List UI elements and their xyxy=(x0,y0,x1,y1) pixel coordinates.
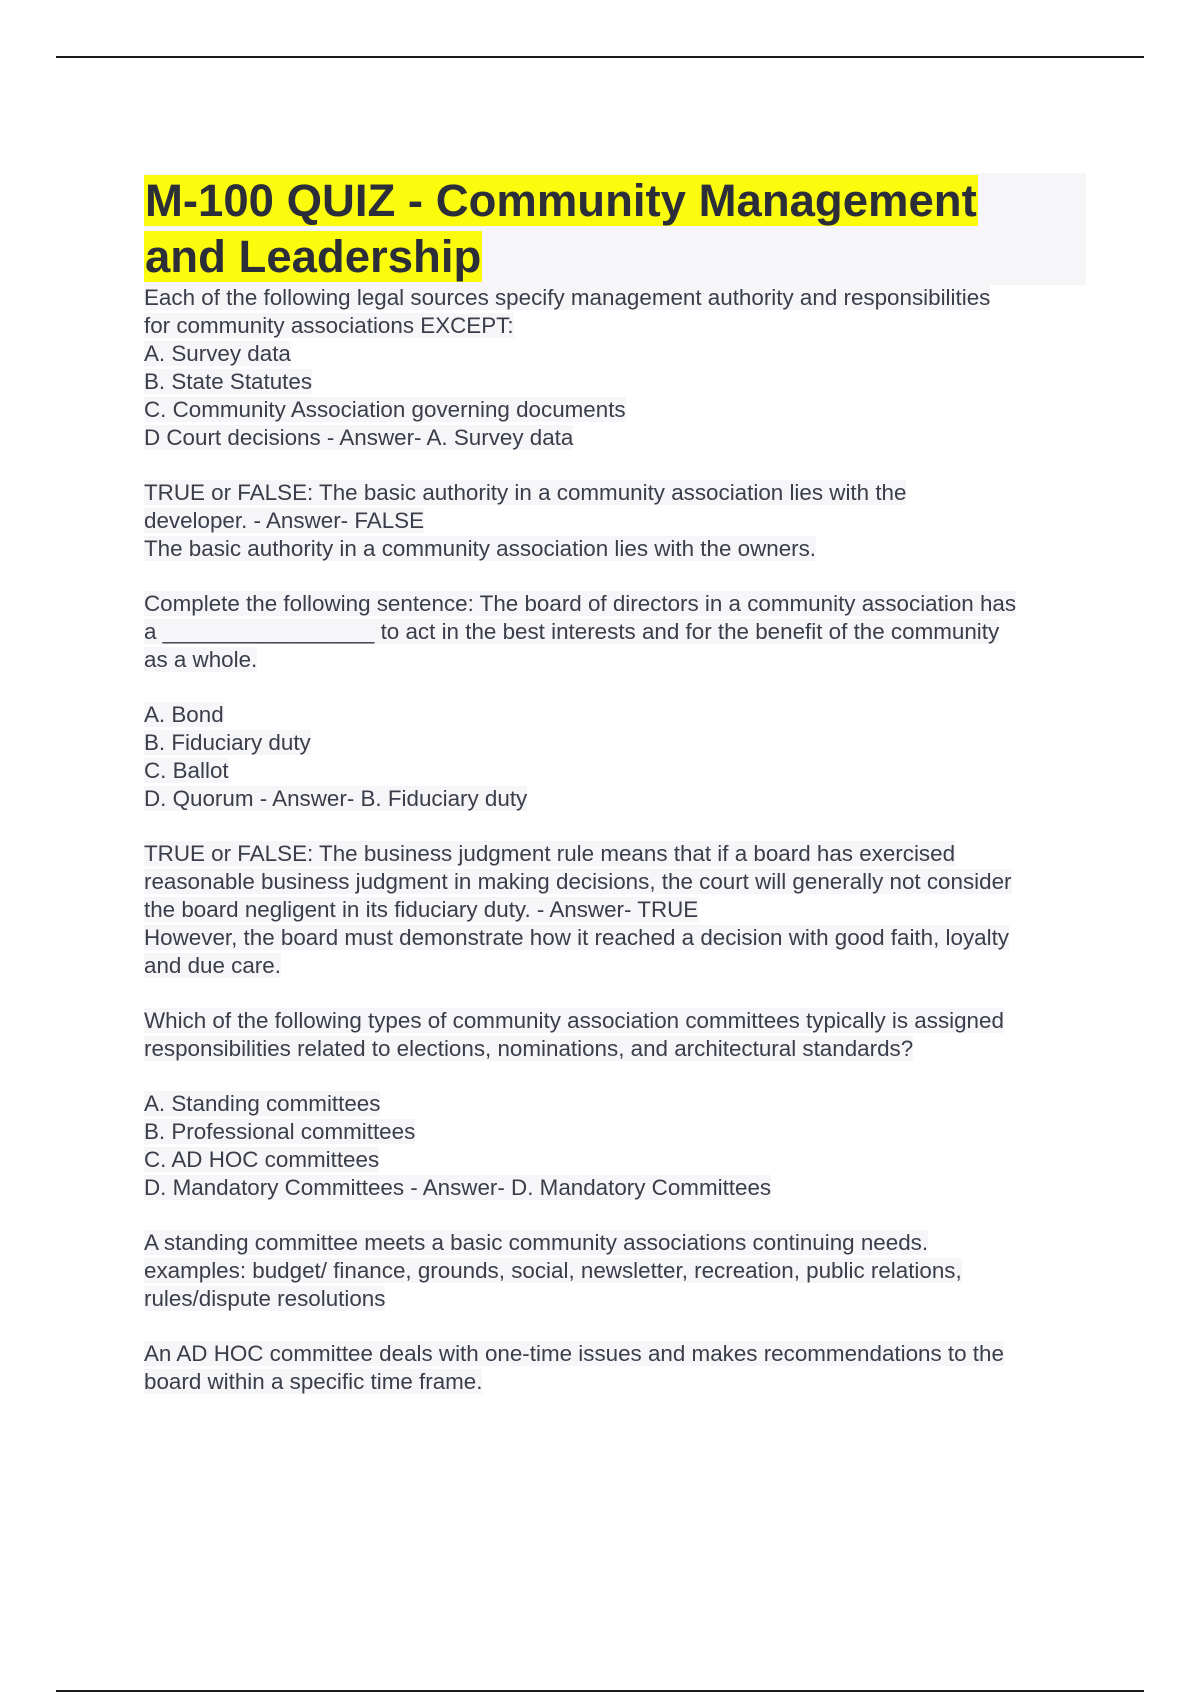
text-line-content: examples: budget/ finance, grounds, social, newsletter, recreation, public relations, xyxy=(144,1258,962,1283)
text-block xyxy=(144,701,1094,813)
text-line-content: C. Ballot xyxy=(144,758,229,783)
text-line-content: Which of the following types of community association committees typically is assigned xyxy=(144,1008,1004,1033)
text-line xyxy=(144,1340,1094,1368)
text-line xyxy=(144,284,1094,312)
text-line xyxy=(144,1118,1094,1146)
document-title-block xyxy=(144,173,1086,285)
text-line-content: the board negligent in its fiduciary duty. - Answer- TRUE xyxy=(144,897,699,922)
text-line-content: An AD HOC committee deals with one-time issues and makes recommendations to the xyxy=(144,1341,1004,1366)
text-line-content: B. Fiduciary duty xyxy=(144,730,311,755)
text-block xyxy=(144,1229,1094,1313)
paragraph-gap xyxy=(144,674,1094,701)
text-line-content: C. Community Association governing documents xyxy=(144,397,626,422)
paragraph-gap xyxy=(144,813,1094,840)
text-line xyxy=(144,924,1094,952)
text-line-content: D. Mandatory Committees - Answer- D. Mandatory Committees xyxy=(144,1175,772,1200)
text-line-content: and due care. xyxy=(144,953,281,978)
paragraph-gap xyxy=(144,1063,1094,1090)
text-line xyxy=(144,1007,1094,1035)
text-line xyxy=(144,1368,1094,1396)
paragraph-gap xyxy=(144,980,1094,1007)
text-line xyxy=(144,896,1094,924)
text-line xyxy=(144,535,1094,563)
text-line xyxy=(144,1229,1094,1257)
text-line xyxy=(144,424,1094,452)
text-line-content: TRUE or FALSE: The business judgment rule means that if a board has exercised xyxy=(144,841,956,866)
text-line-content: board within a specific time frame. xyxy=(144,1369,483,1394)
text-line xyxy=(144,868,1094,896)
text-line xyxy=(144,368,1094,396)
text-line xyxy=(144,618,1094,646)
text-line-content: Complete the following sentence: The board of directors in a community association has xyxy=(144,591,1017,616)
header-rule xyxy=(56,56,1144,58)
text-line xyxy=(144,701,1094,729)
text-line-content: A. Standing committees xyxy=(144,1091,381,1116)
text-line xyxy=(144,479,1094,507)
text-line-content: B. State Statutes xyxy=(144,369,313,394)
text-line xyxy=(144,729,1094,757)
text-block xyxy=(144,590,1094,674)
text-line xyxy=(144,1257,1094,1285)
text-line-content: Each of the following legal sources specify management authority and responsibilities xyxy=(144,285,991,310)
text-line xyxy=(144,1285,1094,1313)
text-line-content: developer. - Answer- FALSE xyxy=(144,508,425,533)
text-line-content: a _________________ to act in the best interests and for the benefit of the community xyxy=(144,619,1000,644)
text-line xyxy=(144,646,1094,674)
text-block xyxy=(144,1007,1094,1063)
text-line-content: C. AD HOC committees xyxy=(144,1147,380,1172)
text-block xyxy=(144,479,1094,563)
title-line-1: M-100 QUIZ - Community Management xyxy=(145,175,977,226)
text-line xyxy=(144,312,1094,340)
text-line-content: as a whole. xyxy=(144,647,258,672)
text-line-content: A. Survey data xyxy=(144,341,291,366)
paragraph-gap xyxy=(144,1202,1094,1229)
text-line-content: A. Bond xyxy=(144,702,224,727)
text-line-content: The basic authority in a community association lies with the owners. xyxy=(144,536,817,561)
text-line-content: for community associations EXCEPT: xyxy=(144,313,514,338)
text-block xyxy=(144,284,1094,452)
text-line-content: reasonable business judgment in making decisions, the court will generally not consider xyxy=(144,869,1012,894)
text-line-content: TRUE or FALSE: The basic authority in a community association lies with the xyxy=(144,480,907,505)
text-block xyxy=(144,1090,1094,1202)
text-line xyxy=(144,507,1094,535)
text-line xyxy=(144,785,1094,813)
paragraph-gap xyxy=(144,1313,1094,1340)
text-line xyxy=(144,840,1094,868)
text-line-content: However, the board must demonstrate how it reached a decision with good faith, loyalty xyxy=(144,925,1010,950)
text-line-content: D Court decisions - Answer- A. Survey data xyxy=(144,425,574,450)
footer-rule xyxy=(56,1690,1144,1692)
text-line xyxy=(144,757,1094,785)
text-line-content: A standing committee meets a basic community associations continuing needs. xyxy=(144,1230,929,1255)
text-line xyxy=(144,1174,1094,1202)
paragraph-gap xyxy=(144,452,1094,479)
text-line xyxy=(144,1146,1094,1174)
text-line xyxy=(144,340,1094,368)
text-line-content: B. Professional committees xyxy=(144,1119,416,1144)
text-line xyxy=(144,1090,1094,1118)
document-body xyxy=(144,284,1094,1396)
text-line xyxy=(144,590,1094,618)
text-line-content: rules/dispute resolutions xyxy=(144,1286,386,1311)
text-line-content: responsibilities related to elections, nominations, and architectural standards? xyxy=(144,1036,914,1061)
text-line xyxy=(144,952,1094,980)
text-block xyxy=(144,1340,1094,1396)
paragraph-gap xyxy=(144,563,1094,590)
text-line xyxy=(144,1035,1094,1063)
document-title xyxy=(144,173,1086,285)
title-line-2: and Leadership xyxy=(145,231,482,282)
text-line-content: D. Quorum - Answer- B. Fiduciary duty xyxy=(144,786,528,811)
text-block xyxy=(144,840,1094,980)
text-line xyxy=(144,396,1094,424)
